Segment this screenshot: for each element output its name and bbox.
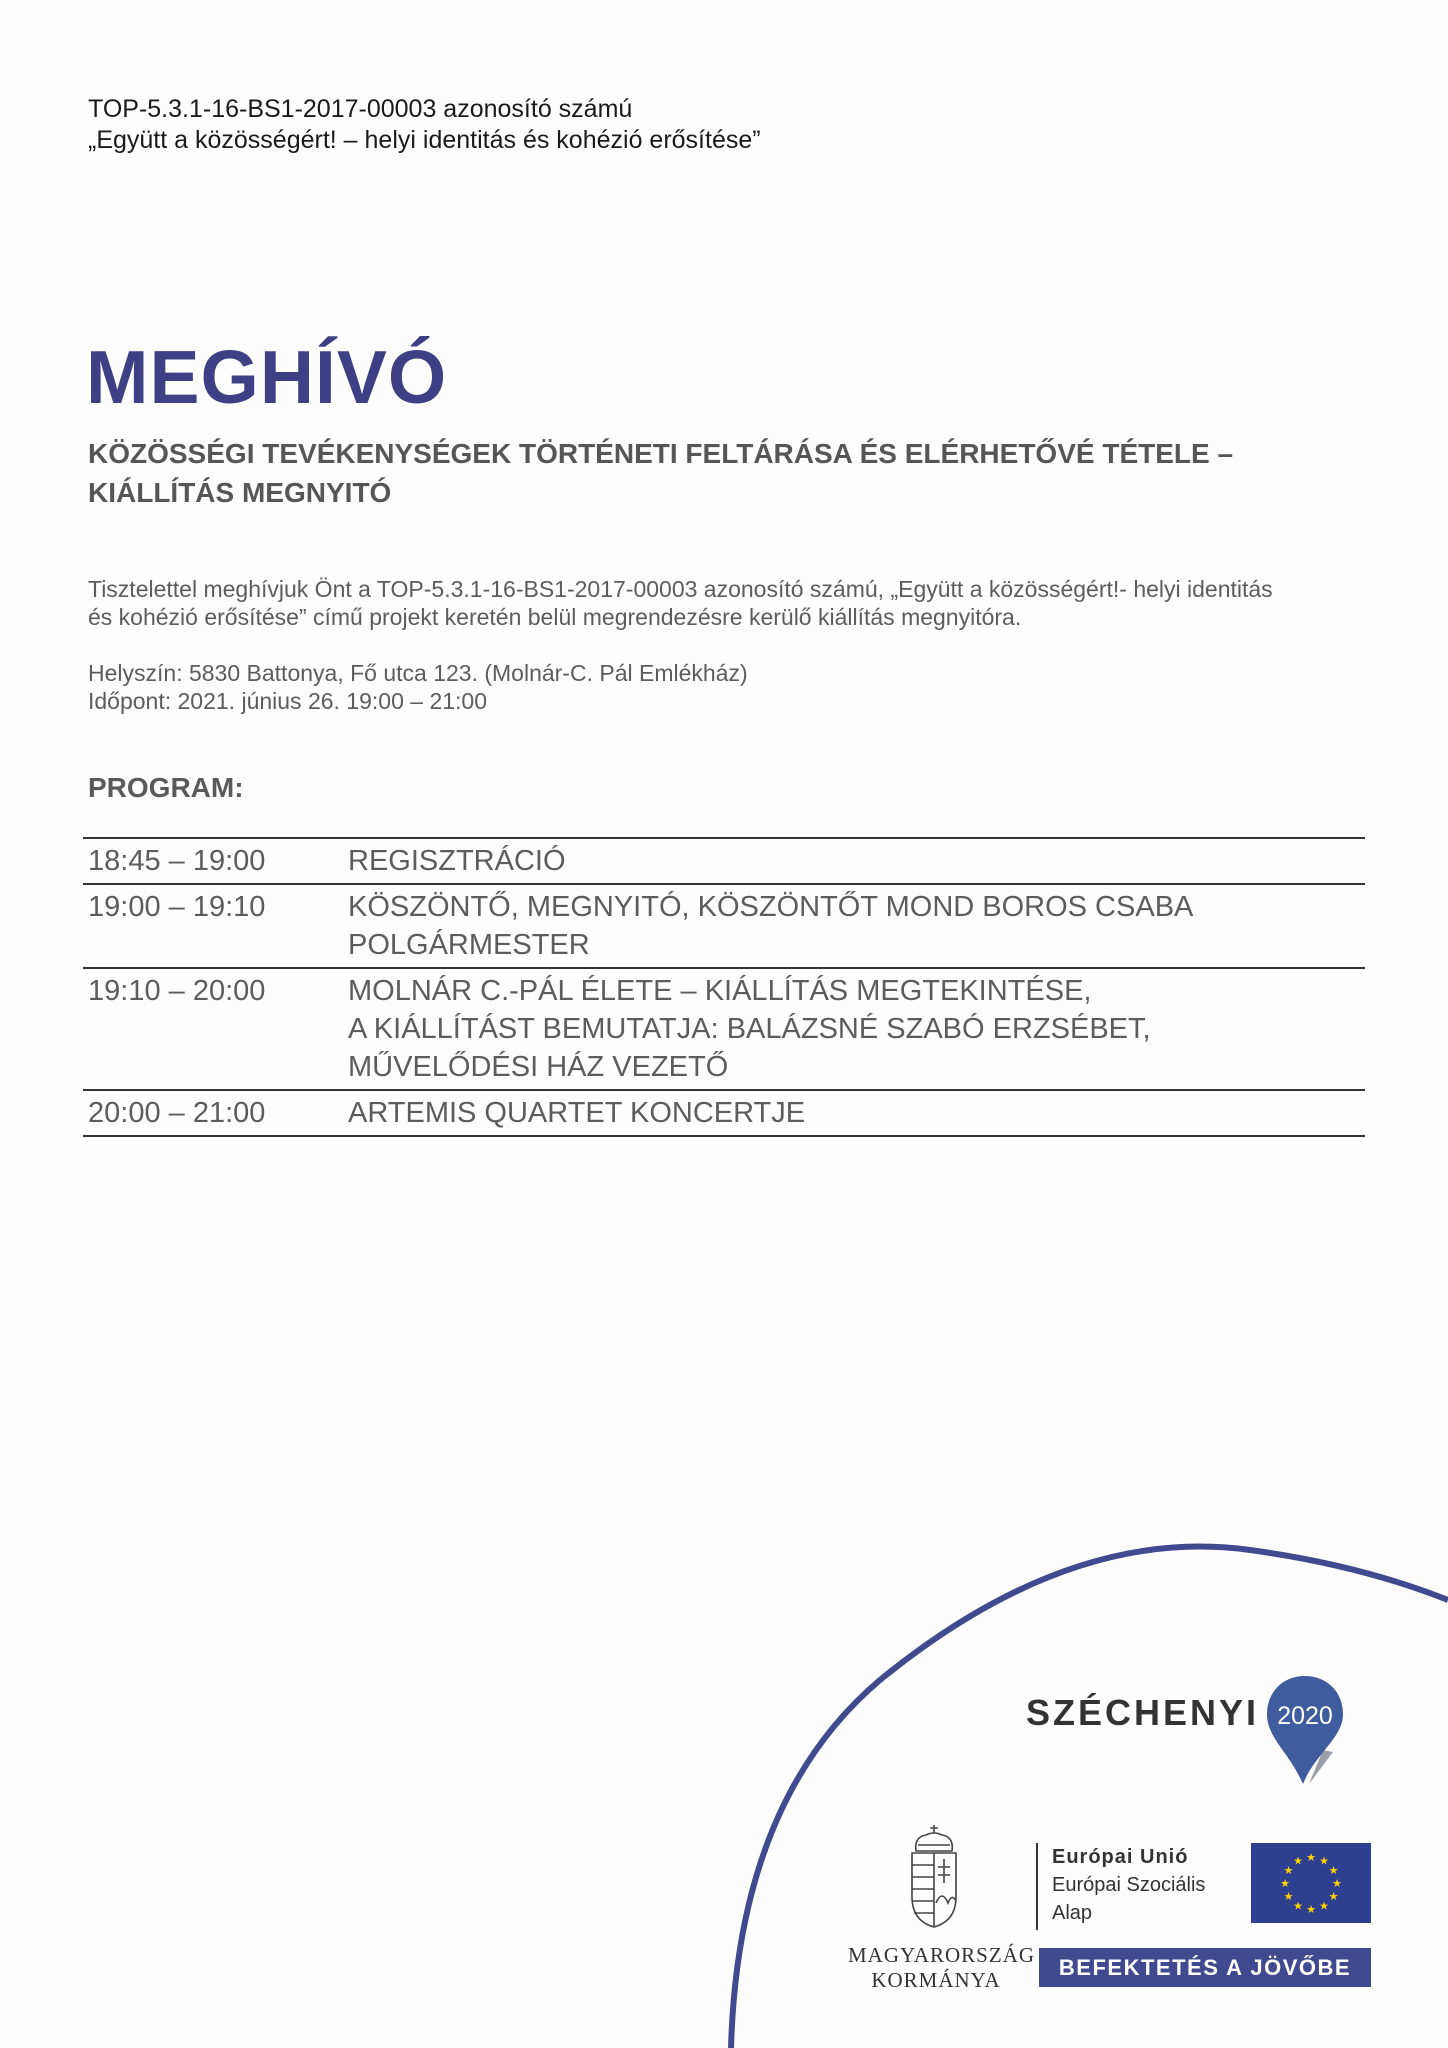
eu-line: Európai Szociális: [1052, 1874, 1206, 1896]
subtitle-line: KÖZÖSSÉGI TEVÉKENYSÉGEK TÖRTÉNETI FELTÁRÁSA ÉS ELÉRHETŐVÉ TÉTELE –: [88, 438, 1234, 469]
eu-star-icon: ★: [1328, 1890, 1339, 1903]
program-description-line: ARTEMIS QUARTET KONCERTJE: [348, 1097, 806, 1129]
eu-star-icon: ★: [1283, 1890, 1294, 1903]
program-description-line: KÖSZÖNTŐ, MEGNYITÓ, KÖSZÖNTŐT MOND BOROS CSABA: [348, 891, 1194, 923]
eu-star-icon: ★: [1283, 1864, 1294, 1877]
eu-star-icon: ★: [1280, 1877, 1290, 1890]
program-heading: PROGRAM:: [88, 772, 244, 803]
eu-divider: [1036, 1843, 1038, 1930]
program-description-line: MŰVELŐDÉSI HÁZ VEZETŐ: [348, 1051, 729, 1083]
eu-line: Alap: [1052, 1902, 1093, 1924]
eu-line: Európai Unió: [1052, 1846, 1189, 1868]
project-title-line: „Együtt a közösségért! – helyi identitás és kohézió erősítése”: [88, 126, 761, 154]
program-description-line: A KIÁLLÍTÁST BEMUTATJA: BALÁZSNÉ SZABÓ ERZSÉBET,: [348, 1013, 1151, 1045]
eu-star-icon: ★: [1293, 1899, 1303, 1913]
szechenyi-pin-logo: [1265, 1672, 1345, 1792]
subtitle-line: KIÁLLÍTÁS MEGNYITÓ: [88, 477, 392, 508]
government-line: MAGYARORSZÁG: [848, 1943, 1036, 1967]
eu-star-icon: ★: [1328, 1864, 1339, 1877]
eu-star-icon: ★: [1319, 1899, 1329, 1913]
event-time: Időpont: 2021. június 26. 19:00 – 21:00: [88, 688, 487, 714]
project-id-line: TOP-5.3.1-16-BS1-2017-00003 azonosító számú: [88, 95, 633, 123]
government-logo-text: [848, 1943, 1036, 1993]
coat-of-arms-icon: [906, 1823, 962, 1931]
eu-flag-icon: [1251, 1843, 1371, 1923]
program-time: 19:00 – 19:10: [88, 891, 266, 923]
eu-star-icon: ★: [1306, 1851, 1316, 1864]
program-description-line: POLGÁRMESTER: [348, 929, 590, 961]
szechenyi-year: 2020: [1277, 1702, 1333, 1730]
program-time: 18:45 – 19:00: [88, 845, 266, 877]
eu-star-icon: ★: [1293, 1854, 1303, 1868]
eu-star-icon: ★: [1306, 1903, 1316, 1916]
invitation-line: és kohézió erősítése” című projekt keretén belül megrendezésre kerülő kiállítás megnyitóra.: [88, 604, 1022, 630]
program-time: 20:00 – 21:00: [88, 1097, 266, 1129]
program-description-line: MOLNÁR C.-PÁL ÉLETE – KIÁLLÍTÁS MEGTEKINTÉSE,: [348, 975, 1092, 1007]
program-time: 19:10 – 20:00: [88, 975, 266, 1007]
event-location: Helyszín: 5830 Battonya, Fő utca 123. (Molnár-C. Pál Emlékház): [88, 660, 748, 686]
program-description-line: REGISZTRÁCIÓ: [348, 845, 566, 877]
eu-star-icon: ★: [1332, 1877, 1342, 1890]
invitation-line: Tisztelettel meghívjuk Önt a TOP-5.3.1-16-BS1-2017-00003 azonosító számú, „Együtt a közösségért!- helyi identitás: [88, 576, 1273, 602]
eu-logo-text: [1052, 1843, 1205, 1927]
page-title: MEGHÍVÓ: [86, 335, 448, 419]
eu-star-icon: ★: [1319, 1854, 1329, 1868]
government-line: KORMÁNYA: [871, 1968, 1001, 1992]
invest-banner: BEFEKTETÉS A JÖVŐBE: [1039, 1948, 1371, 1987]
szechenyi-logo-text: SZÉCHENYI: [1026, 1692, 1260, 1733]
